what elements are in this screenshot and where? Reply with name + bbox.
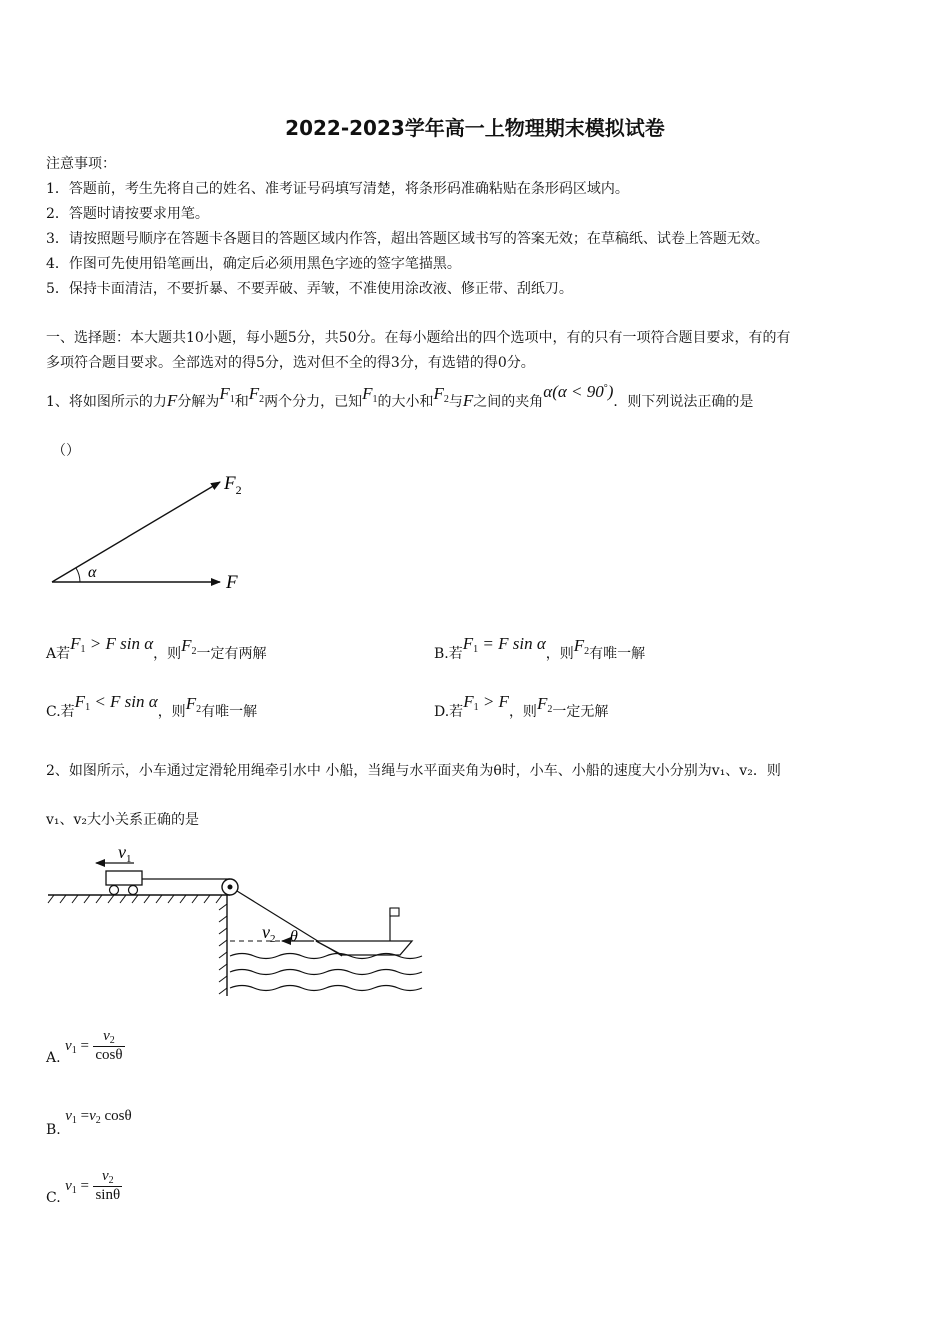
v2-label: $v_2$	[262, 922, 276, 945]
q2-stem-line2: v₁、v₂大小关系正确的是	[46, 812, 200, 828]
q1-alpha-expr: α(α < 90°)	[543, 382, 614, 401]
alpha-arc	[76, 568, 80, 582]
q2-option-a[interactable]: A. $v_1$ = $\frac{v_2}{\cos\theta}$	[46, 1028, 123, 1066]
q2-option-c[interactable]: C. $v_1$ = $\frac{v_2}{\sin\theta}$	[46, 1168, 121, 1206]
cart	[106, 871, 142, 885]
cart-wheel	[129, 886, 138, 895]
section1-line1: 一、选择题：本大题共10小题，每小题5分，共50分。在每小题给出的四个选项中，有的只有一项符合题目要求，有的有	[46, 330, 791, 346]
wall-hatch	[219, 904, 227, 994]
notice-item-4: 4．作图可先使用铅笔画出，确定后必须用黑色字迹的签字笔描黑。	[46, 256, 461, 272]
flag	[390, 908, 399, 916]
q2-pulley-diagram	[44, 838, 424, 1002]
q2-c-fraction: $\frac{v_2}{\sin\theta}$	[95, 1168, 121, 1203]
q1-option-b[interactable]: B.若$F_1 = F$ sin α，则$F_2$有唯一解	[434, 634, 646, 662]
ground-hatch	[48, 895, 222, 903]
q2-option-b[interactable]: B. $v_1 =v_2$ cosθ	[46, 1108, 132, 1138]
v1-label: $v_1$	[118, 842, 132, 865]
q1-option-a[interactable]: A若$F_1 > F$ sin α，则$F_2$一定有两解	[46, 634, 267, 662]
q1-force-diagram	[40, 462, 260, 602]
boat	[316, 941, 412, 955]
force-f2-arrow	[52, 482, 220, 582]
f-label: F	[226, 572, 238, 593]
notice-item-2: 2．答题时请按要求用笔。	[46, 206, 209, 222]
section1-line2: 多项符合题目要求。全部选对的得5分，选对但不全的得3分，有选错的得0分。	[46, 355, 535, 371]
q1-stem: 1、将如图所示的力F分解为$F_1$和$F_2$两个分力，已知$F_1$的大小和$F_2$与F之间的夹角α(α < 90°)．则下列说法正确的是	[46, 382, 754, 410]
q1-answer-blank: （）	[52, 443, 80, 459]
q2-a-fraction: $\frac{v_2}{\cos\theta}$	[95, 1028, 123, 1063]
notice-item-3: 3．请按照题号顺序在答题卡各题目的答题区域内作答，超出答题区域书写的答案无效；在草稿纸、试卷上答题无效。	[46, 231, 769, 247]
notice-heading: 注意事项：	[46, 156, 116, 172]
cart-wheel	[110, 886, 119, 895]
q1-option-c[interactable]: C.若$F_1 < F$ sin α，则$F_2$有唯一解	[46, 692, 258, 720]
water-waves	[230, 954, 422, 991]
page-title: 2022-2023学年高一上物理期末模拟试卷	[285, 116, 665, 140]
alpha-label: α	[88, 564, 97, 581]
q2-stem-line1: 2、如图所示，小车通过定滑轮用绳牵引水中 小船，当绳与水平面夹角为θ时，小车、小船的速度大小分别为v₁、v₂．则	[46, 763, 781, 779]
notice-item-5: 5．保持卡面清洁，不要折暴、不要弄破、弄皱，不准使用涂改液、修正带、刮纸刀。	[46, 281, 573, 297]
notice-item-1: 1．答题前，考生先将自己的姓名、准考证号码填写清楚，将条形码准确粘贴在条形码区域内。	[46, 181, 629, 197]
theta-label: θ	[290, 928, 298, 945]
q1-option-d[interactable]: D.若$F_1 > F$，则$F_2$一定无解	[434, 692, 609, 720]
f2-label: $F_2$	[224, 473, 242, 497]
